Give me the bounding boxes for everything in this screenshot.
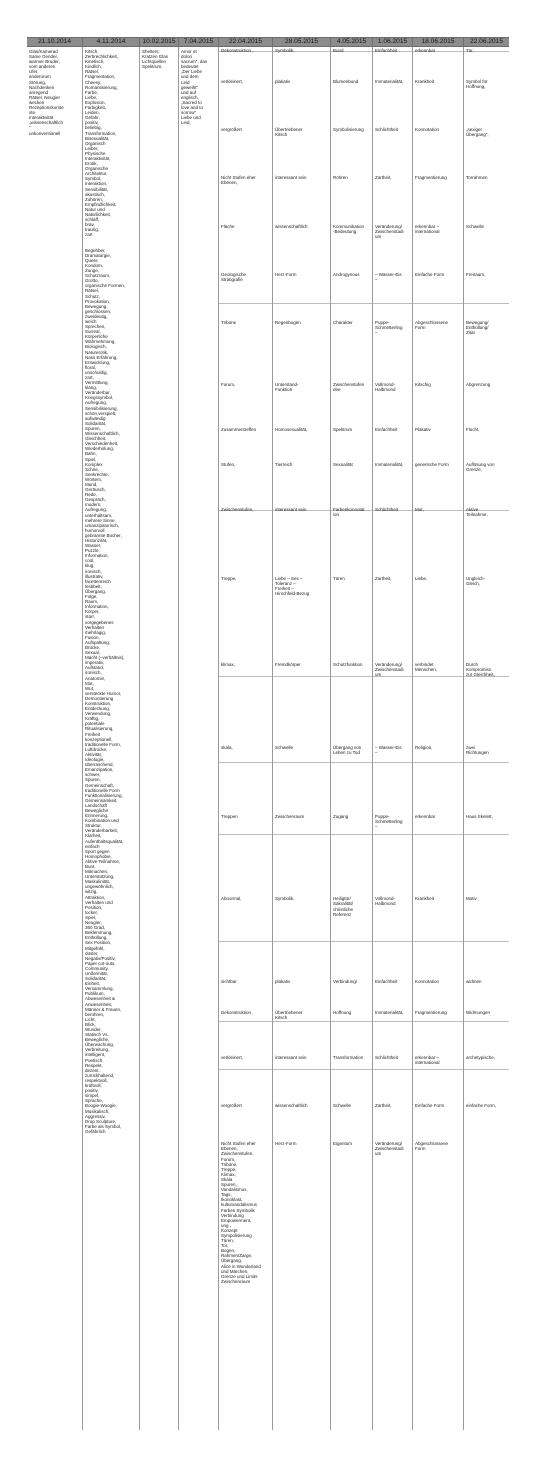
row-divider [219, 941, 272, 942]
row-divider [373, 303, 412, 304]
cell-text: Symbolisierung [333, 127, 364, 132]
cell-text: Abgeschlossene Form [415, 320, 449, 331]
cell-text: Herz-Form [275, 1141, 297, 1147]
header-date-9: 18.06.2015 [413, 38, 464, 46]
row-divider [273, 762, 330, 763]
cell-text: Motiv [466, 896, 477, 902]
cell-text: Abnormal, [221, 896, 242, 902]
column-7 [331, 47, 373, 1430]
row-divider [331, 1021, 372, 1022]
row-divider [331, 303, 372, 304]
cell-text: Zwischenraum [275, 813, 305, 819]
cell-text: Einfachheit [375, 427, 398, 433]
row-divider [273, 676, 330, 677]
cell-text: Zwischenstufen dee [333, 382, 365, 393]
row-divider [331, 676, 372, 677]
cell-text: Zartheit, [375, 1103, 392, 1109]
cell-text: einfache Form, [466, 1103, 497, 1109]
row-divider [219, 1069, 272, 1070]
cell-text: Liebe, [415, 575, 428, 581]
cell-text: Fragmentierung [415, 1010, 447, 1016]
cell-text: skala, [221, 744, 233, 750]
cell-text: erkennbar [415, 47, 436, 53]
cell-text: Verbindung/ [333, 979, 358, 985]
cell-text: sichtbar [221, 979, 237, 985]
date-header-row [27, 37, 509, 47]
row-divider [464, 762, 509, 763]
cell-text: Unterstand- Funktion [275, 382, 299, 393]
cell-text: Symbolik, [275, 896, 295, 902]
cell-text: Torrahmen [466, 175, 488, 181]
column-10 [464, 47, 509, 1430]
cell-text: Zartheit, [375, 575, 392, 581]
cell-text: erkennbar – international [415, 1055, 440, 1066]
table-body [27, 47, 509, 1430]
cell-text: wissenschaftlich [275, 223, 308, 229]
cell-text: Abgrenzung [466, 382, 491, 388]
row-divider [219, 1021, 272, 1022]
cell-text: Schutzfunktion [333, 661, 363, 667]
cell-text: Farbenkonnotat ion [333, 506, 365, 517]
header-date-8: 1.06.2015 [373, 38, 413, 46]
cell-text: verbindet Menschen, [415, 661, 438, 672]
header-date-3: 10.02.2015 [140, 38, 179, 46]
row-divider [413, 1021, 463, 1022]
cell-text: Zartheit, [375, 175, 392, 181]
cell-text: Übertriebener Kitsch [275, 1010, 303, 1021]
cell-text: archetypische, [466, 1055, 496, 1061]
cell-text: Blumenbund [333, 78, 359, 84]
column-6 [273, 47, 331, 1430]
cell-text: Mut, [415, 506, 424, 512]
cell-text: Ungleich- Gleich, [466, 575, 486, 586]
cell-text: Bund [333, 47, 344, 53]
row-divider [373, 834, 412, 835]
cell-text: Türen [333, 575, 345, 581]
cell-text: verkleinert, [221, 78, 244, 84]
cell-text: Treppen [221, 813, 238, 819]
row-divider [413, 834, 463, 835]
cell-text: Geologische Stratigrafie [221, 271, 247, 282]
row-divider [413, 676, 463, 677]
cell-text: Immaterialität, [375, 78, 404, 84]
row-divider [413, 762, 463, 763]
cell-text: Dekonstruktion , [221, 47, 254, 53]
header-date-1: 21.10.2014 [27, 38, 83, 46]
row-divider [219, 834, 272, 835]
cell-text: Fremdkörper [275, 661, 301, 667]
cell-text: Immaterialität, [375, 1010, 404, 1016]
row-divider [464, 941, 509, 942]
cell-text: plakativ [275, 78, 291, 84]
cell-text: Transformation [333, 1055, 364, 1061]
row-divider [219, 762, 272, 763]
row-divider [331, 834, 372, 835]
cell-text: Durch Kompromiss zur Gleichheit, [466, 661, 495, 677]
row-divider [373, 1021, 412, 1022]
cell-text: Fragmentierung [415, 175, 447, 181]
cell-text: Eigentum [333, 1141, 353, 1147]
cell-text: Einfache Form [415, 271, 445, 277]
cell-text: vergrößert [221, 1103, 242, 1109]
cell-text: Immaterialität, [375, 461, 404, 467]
row-divider [331, 941, 372, 942]
cell-text: Treppe, [221, 575, 237, 581]
cell-text: Stufen, [221, 461, 236, 467]
column-text: Glas/Kamerad Same Gender, warmer Bruder, vom anderen Ufer, anderorum Störung, Nachdenken anregend Rätsel, Neugier wecken Rezeptionskomte xte Interaktivität „wissenschaftlich “ unkonventionell [29, 49, 64, 136]
cell-text: Zugang [333, 813, 349, 819]
cell-text: Einfachheit [375, 979, 398, 985]
column-4 [179, 47, 219, 1430]
cell-text: Schwelle [275, 744, 294, 750]
cell-text: verkleinert, [221, 1055, 244, 1061]
row-divider [273, 834, 330, 835]
column-text: Shelters: Kratzen Glas Lichtquellen Spektrum, [142, 49, 169, 70]
cell-text: Schwelle [333, 1103, 352, 1109]
row-divider [464, 1021, 509, 1022]
cell-text: Schlichtheit [375, 1055, 399, 1061]
cell-text: vergrößert [221, 127, 242, 132]
cell-text: Krankheit [415, 78, 435, 84]
cell-text: Bewegung/ Enthüllung/ Zitat [466, 320, 489, 336]
cell-text: wissenschaftlich [275, 1103, 308, 1109]
cell-text: Tür, [466, 47, 474, 53]
column-1 [27, 47, 83, 1430]
cell-text: Schlichtheit [375, 506, 399, 512]
cell-text: Spektrum [333, 427, 353, 433]
row-divider [331, 1069, 372, 1070]
table-sheet [27, 37, 509, 1430]
cell-text: Forum, [221, 382, 236, 388]
row-divider [273, 1021, 330, 1022]
column-text: Amor et dolori sacrum", das bedeutet „Der Liebe und dem Leid geweiht" und auf englisch, „Sacred to love and to sorrow" Liebe und Leid, [181, 49, 208, 126]
cell-text: Herz-Form [275, 271, 297, 277]
row-divider [413, 941, 463, 942]
cell-text: Freiraum, [466, 271, 486, 277]
cell-text: plakativ [275, 979, 291, 985]
cell-text: Einfache Form [415, 1103, 445, 1109]
cell-text: Widmungen [466, 1010, 491, 1016]
header-date-7: 4.05.2015 [331, 38, 373, 46]
row-divider [464, 1069, 509, 1070]
cell-text: interessant sein [275, 175, 307, 181]
cell-text: klimax, [221, 661, 236, 667]
row-divider [413, 303, 463, 304]
cell-text: Symbol für Hoffnung, [466, 78, 488, 89]
cell-text: Einfachheit [375, 47, 398, 53]
cell-text: Symbolik, [275, 47, 295, 53]
cell-text: Zwischenstufen, [221, 506, 254, 512]
cell-text: Nicht Stufen eher Ebenen, Zwischenstufen, Forum, Tribüne, Treppe, Klimax, Skala Spuren, Vandalismus, Tags, Ikonoklast, kulturvandalismus Farben Symbolik Verbindung Empowerment, ung , Konzept Sympolisierung Türen, Tor, Bogen, Rahmen/Zarge, Übergang, Alice in Wunderland und Märchen, Grenze und Limits Zwischenraum [221, 1141, 261, 1284]
cell-text: Sexualität [333, 461, 353, 467]
row-divider [373, 1069, 412, 1070]
cell-text: Übertriebener Kitsch [275, 127, 303, 138]
header-date-6: 28.05.2015 [273, 38, 331, 46]
cell-text: Homosexualität, [275, 427, 308, 433]
column-5 [219, 47, 273, 1430]
cell-text: Liebe – Sex – Toleranz – Freiheit – Hirschfeld-Bezug [275, 575, 310, 596]
column-2 [83, 47, 140, 1430]
cell-text: „sexiger Übergang", [466, 127, 489, 138]
cell-text: Krankheit [415, 896, 435, 902]
cell-text: – Wasser-Eis – [375, 744, 402, 755]
row-divider [219, 303, 272, 304]
header-date-10: 22.06.2015 [469, 38, 503, 45]
cell-text: Puppe- Schmetterling – [375, 320, 403, 336]
cell-text: Aktive Teilnahme, [466, 506, 488, 517]
row-divider [273, 303, 330, 304]
cell-text: widmen [466, 979, 482, 985]
cell-text: Androgynous [333, 271, 360, 277]
cell-text: Veränderung/ Zwischenstadi um [375, 223, 404, 239]
row-divider [373, 762, 412, 763]
cell-text: Haus Skelett, [466, 813, 493, 819]
column-3 [140, 47, 179, 1430]
row-divider [273, 1069, 330, 1070]
cell-text: interessant sein [275, 506, 307, 512]
column-text: Kitsch, Zerbrechlichkeit, Kinetisch, Kindlich, Rätsel, Fragmentation, Cheesy, Romantisierung, Farbe, Liebe, Explosion, Farbigkeit, Leiden, Gefahr, positiv, beliebig, Transformation, Bisexualität, Organisch Leiber, Physische Interaktivität, Erotik, Organische Architektur, Symbol, Interaktion, Sensibilität, akustisch, Zuhören, Empfindlichkeit, Natur und Natürlichkeit, schlaff, brav, traurig, zart Begehber, Dramaturgie, Queer, Kondom, Zunge, Schutzraum, Grotto, organische Formen, Rätsel, Schutz, Provokation, Bewegung, geschlossen, zweideutig, weich Sprechen, Surreal, Körperliche Wahrnehmung, Biologisch, Naturerotik, Nass Erfahrung, Entwicklung, floral, unschuldig, zart, Vermittlung, klang, Veränderbar, Kriegssymbol, Aufregung, Sensibilisierung, schön,verspielt, aufwändig Solidarität, Spuren, Wissenschaftlich, Gleichheit, Verschiedenheit, Wiederholung, Bahn, Spiel, Komplex Schrie, Senkrechte, Wörtern, Mund, Geräusch, Rede, Gespräch, modern, Aufregung, unterhaltsam, mehrere Sinne, umanzipatorisch, humorvoll gebrannte Bücher, Historizität, Wasser, Puzzle, Information, cool, klug, ironisch, illustrativ, facettenreich lesbbelt, Übergang, Folge, Raum, Information, Körper, starr, vorgegebenes Verhalten mehrlagig, Fusion, Aufspaltung, Brücke, Sexual, Macht (–verhältnis), imperativ, Aufstand, ironisch, Anatomie, Mut, Wut, versteckte Humor, Demontierung Konstruktion, Entdeckung, Verwendung, Kräftig, potentiale Ritualisierung, Freiheit konzeptionell, traditionelle Form, Luftdrücke, Aktivität, Ideologie, überraschend, Emanzipation, schwer, Spuren, Gemeinschaft, traditionelle Form Funktionalisierung, Gemeinsamkeit, Landschaft Bewegliche Erinnerung, Kombination und Struktur, Veränderbarkeit, Klarheit, Aufenthaltsqualität, einfach Sport gegen Homophobie, Aktive Teilnahme, Bunt, Mitmachen, Unterstützung, Maskulinität, ungewöhnlich, witzig, Attraktion, Verhalten und Position, locker, Spiel, Neugier, 360 Grad, Beklemmung, Enthüllung, Sex Position, Mitgefühl, düster, Negativ/Positiv, Paper cut-outs, Community, Uniformität, Solidarität, Einheit, Versammlung, Publikum, Abwesenheit & Anwesenheit, Männer & Frauen, berühren, Licht, Blick, Wunder, Statisch Vs. Bewegliche, Überwachung, Verbreitung, intelligent, Poetisch, Respekt, dezent, zurückhaltend, respektvoll, kraftvoll, positiv, simpel, Sprache, Boogie-Woogie, Musikalisch, Aggressiv, Drop Sculpture, Farbe als Symbol, Gefährlich [85, 49, 126, 1134]
cell-text: Schwelle [466, 223, 485, 229]
cell-text: erkennbar [415, 813, 436, 819]
cell-text: Heiligtür/ Sakralität/ christliche Referenz [333, 896, 354, 917]
cell-text: Hoffnung [333, 1010, 352, 1016]
cell-text: Tierreich [275, 461, 293, 467]
cell-text: Übergang von Leben zu Tod [333, 744, 362, 755]
cell-text: Abgeschlossene Form [415, 1141, 449, 1152]
column-9 [413, 47, 464, 1430]
header-date-4: 7.04.2015 [179, 38, 219, 46]
cell-text: Dekonstruktion , [221, 1010, 254, 1016]
cell-text: interessant sein [275, 1055, 307, 1061]
cell-text: Röhren [333, 175, 348, 181]
cell-text: Auflösung von Grenze, [466, 461, 495, 472]
cell-text: Konnotation [415, 127, 440, 132]
cell-text: Schlichtheit [375, 127, 399, 132]
row-divider [413, 1069, 463, 1070]
cell-text: generische Form [415, 461, 449, 467]
cell-text: zwei Richtungen [466, 744, 489, 755]
cell-text: Regenbogen [275, 320, 301, 326]
row-divider [273, 941, 330, 942]
cell-text: Kitschig [415, 382, 431, 388]
header-date-5: 22.04.2015 [219, 38, 273, 46]
cell-text: Vollmond- Halbmond [375, 896, 396, 907]
cell-text: Vollmond- Halbmond [375, 382, 396, 393]
cell-text: Tribüne [221, 320, 237, 326]
cell-text: Nicht Stufen eher Ebenen, [221, 175, 256, 186]
cell-text: Plakativ [415, 427, 431, 433]
cell-text: Zusammentreffen [221, 427, 257, 433]
cell-text: Konnotation [415, 979, 440, 985]
cell-text: Kommunikation -Bedeutung [333, 223, 365, 234]
cell-text: Flucht, [466, 427, 480, 433]
row-divider [373, 941, 412, 942]
cell-text: erkennbar – international [415, 223, 440, 234]
cell-text: Religion, [415, 744, 433, 750]
cell-text: Charakter [333, 320, 353, 326]
cell-text: Puppe- Schmetterling – [375, 813, 403, 829]
row-divider [331, 762, 372, 763]
header-date-2: 4.11.2014 [83, 38, 140, 46]
cell-text: Fläche [221, 223, 235, 229]
row-divider [464, 303, 509, 304]
cell-text: – Wasser-Eis – [375, 271, 402, 282]
cell-text: Veränderung/ Zwischenstadi um [375, 661, 404, 677]
cell-text: Veränderung/ Zwischenstadi um [375, 1141, 404, 1157]
row-divider [464, 834, 509, 835]
column-8 [373, 47, 413, 1430]
row-divider [219, 676, 272, 677]
